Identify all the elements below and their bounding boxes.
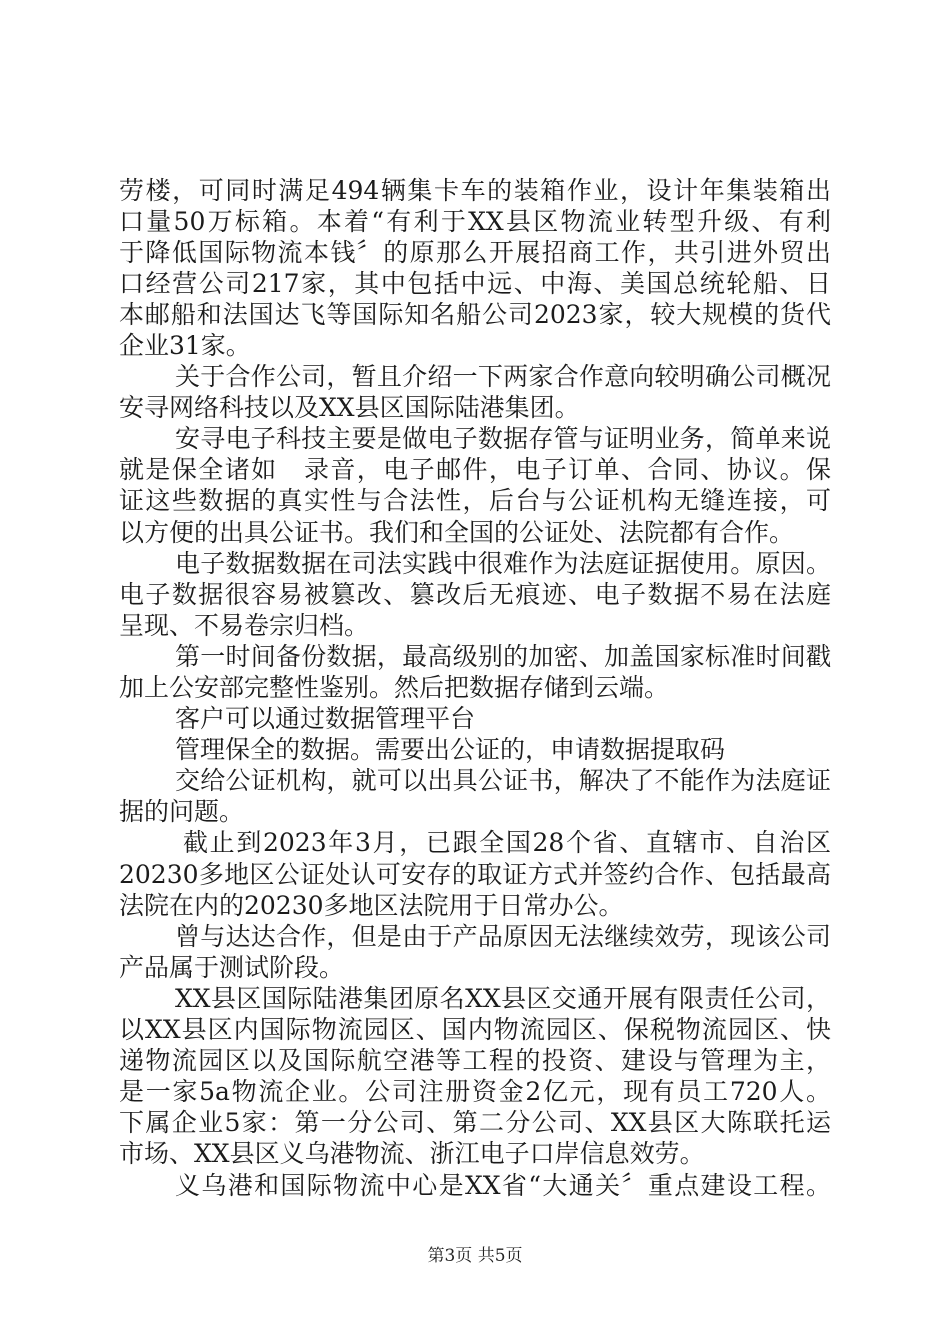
paragraph-first-line: 客户可以通过数据管理平台 (175, 704, 476, 734)
text-line: 20230多地区公证处认可安存的取证方式并签约合作、包括最高 (119, 859, 831, 889)
text-line: 呈现、不易卷宗归档。 (119, 610, 370, 640)
text-line: 据的问题。 (119, 797, 245, 827)
paragraph-first-line: 截止到2023年3月，已跟全国28个省、直辖市、自治区 (183, 828, 831, 858)
text-line: 产品属于测试阶段。 (119, 952, 345, 982)
text-line: 口经营公司217家，其中包括中远、中海、美国总统轮船、日 (119, 268, 831, 298)
text-line: 以方便的出具公证书。我们和全国的公证处、法院都有合作。 (119, 517, 795, 547)
text-line: 于降低国际物流本钱〞的原那么开展招商工作，共引进外贸出 (119, 237, 831, 267)
document-body (119, 175, 831, 1201)
paragraph-first-line: 第一时间备份数据，最高级别的加密、加盖国家标准时间戳 (175, 641, 831, 671)
paragraph-first-line: 曾与达达合作，但是由于产品原因无法继续效劳，现该公司 (175, 921, 831, 951)
text-line: 法院在内的20230多地区法院用于日常办公。 (119, 890, 624, 920)
text-line: 口量50万标箱。本着“有利于XX县区物流业转型升级、有利 (119, 206, 831, 236)
paragraph-first-line: 交给公证机构，就可以出具公证书，解决了不能作为法庭证 (175, 766, 831, 796)
paragraph-first-line: 电子数据数据在司法实践中很难作为法庭证据使用。原因。 (175, 548, 831, 578)
paragraph-first-line: 管理保全的数据。需要出公证的，申请数据提取码 (175, 735, 726, 765)
text-line: 市场、XX县区义乌港物流、浙江电子口岸信息效劳。 (119, 1139, 705, 1169)
text-line: 加上公安部完整性鉴别。然后把数据存储到云端。 (119, 673, 670, 702)
text-line: 就是保全诸如 录音，电子邮件，电子订单、合同、协议。保 (119, 455, 831, 485)
text-line: 电子数据很容易被篡改、篡改后无痕迹、电子数据不易在法庭 (119, 579, 831, 609)
text-line: 是一家5a物流企业。公司注册资金2亿元，现有员工720人。 (119, 1077, 831, 1107)
text-line: 递物流园区以及国际航空港等工程的投资、建设与管理为主， (119, 1046, 831, 1076)
text-line: 安寻网络科技以及XX县区国际陆港集团。 (119, 393, 580, 423)
text-line: 下属企业5家：第一分公司、第二分公司、XX县区大陈联托运 (119, 1108, 831, 1138)
paragraph-first-line: 关于合作公司，暂且介绍一下两家合作意向较明确公司概况 (175, 362, 831, 392)
paragraph-first-line: XX县区国际陆港集团原名XX县区交通开展有限责任公司， (175, 983, 831, 1013)
paragraph-first-line: 安寻电子科技主要是做电子数据存管与证明业务，简单来说 (175, 424, 831, 454)
text-line: 证这些数据的真实性与合法性，后台与公证机构无缝连接，可 (119, 486, 831, 516)
text-line: 企业31家。 (119, 330, 251, 360)
text-line: 以XX县区内国际物流园区、国内物流园区、保税物流园区、快 (119, 1015, 831, 1045)
page-number-footer: 第3页 共5页 (427, 1246, 523, 1266)
text-line: 劳楼，可同时满足494辆集卡车的装箱作业，设计年集装箱出 (119, 175, 831, 205)
paragraph-first-line: 义乌港和国际物流中心是XX省“大通关〞重点建设工程。 (175, 1170, 831, 1200)
text-line: 本邮船和法国达飞等国际知名船公司2023家，较大规模的货代 (119, 299, 831, 329)
